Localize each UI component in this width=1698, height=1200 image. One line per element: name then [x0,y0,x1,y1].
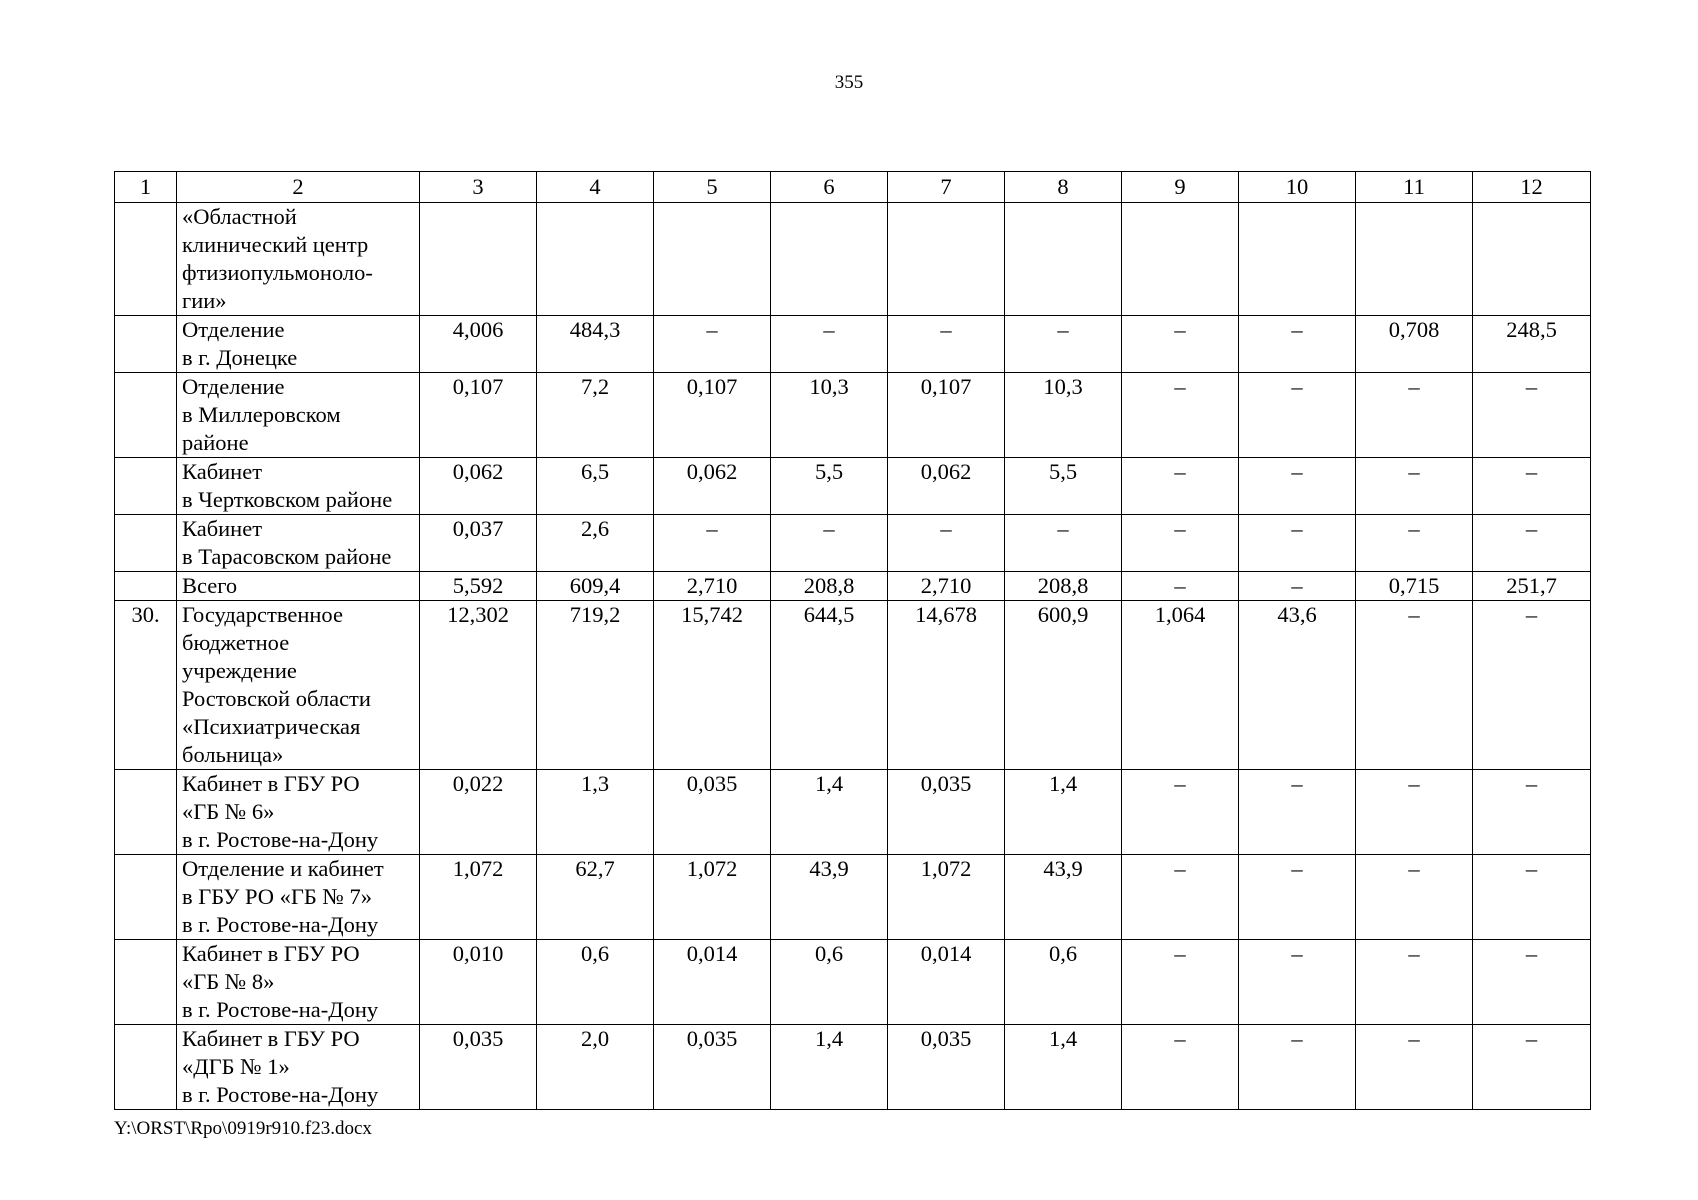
value-cell: 1,072 [654,855,771,940]
table-header [115,172,1591,203]
value-cell: 484,3 [537,316,654,373]
value-cell: 0,107 [888,373,1005,458]
value-cell [1239,203,1356,316]
value-cell: – [771,515,888,572]
column-header: 1 [115,172,177,203]
value-cell: 2,710 [888,572,1005,601]
value-cell: 0,107 [654,373,771,458]
value-cell [1473,203,1591,316]
row-index-cell [115,770,177,855]
value-cell: – [1356,770,1473,855]
value-cell: 43,9 [1005,855,1122,940]
table-row [115,855,1591,940]
value-cell: – [771,316,888,373]
row-index-cell [115,316,177,373]
value-cell: 43,6 [1239,601,1356,770]
value-cell: 0,035 [888,1025,1005,1110]
value-cell: 1,072 [888,855,1005,940]
table-row [115,203,1591,316]
value-cell: 0,6 [537,940,654,1025]
row-name-cell: Отделение в г. Донецке [177,316,420,373]
value-cell: 2,710 [654,572,771,601]
row-name-cell: Отделение и кабинет в ГБУ РО «ГБ № 7» в г. Ростове-на-Дону [177,855,420,940]
value-cell: 10,3 [1005,373,1122,458]
value-cell [888,203,1005,316]
value-cell: – [1122,572,1239,601]
column-header: 12 [1473,172,1591,203]
column-header: 4 [537,172,654,203]
value-cell: – [1122,770,1239,855]
table-row [115,373,1591,458]
value-cell: – [1005,316,1122,373]
value-cell: 0,107 [420,373,537,458]
table-row [115,770,1591,855]
footer-file-path: Y:\ORST\Rpo\0919r910.f23.docx [114,1118,372,1139]
value-cell: 4,006 [420,316,537,373]
value-cell: 0,010 [420,940,537,1025]
column-number-row [115,172,1591,203]
value-cell: 6,5 [537,458,654,515]
row-index-cell: 30. [115,601,177,770]
value-cell: 1,064 [1122,601,1239,770]
value-cell: – [1356,515,1473,572]
value-cell: 0,062 [420,458,537,515]
row-index-cell [115,515,177,572]
value-cell: – [1356,1025,1473,1110]
value-cell: 208,8 [771,572,888,601]
value-cell: 0,035 [420,1025,537,1110]
value-cell [654,203,771,316]
value-cell: 1,4 [1005,770,1122,855]
table-row [115,458,1591,515]
page-number: 355 [834,72,864,93]
value-cell [537,203,654,316]
table-row [115,1025,1591,1110]
value-cell: – [1473,458,1591,515]
table-row [115,601,1591,770]
value-cell: – [1356,940,1473,1025]
value-cell: 0,037 [420,515,537,572]
value-cell: 2,0 [537,1025,654,1110]
row-name-cell: Кабинет в ГБУ РО «ГБ № 8» в г. Ростове-на-Дону [177,940,420,1025]
value-cell: – [654,316,771,373]
value-cell: – [1122,1025,1239,1110]
value-cell: 14,678 [888,601,1005,770]
value-cell: – [1122,855,1239,940]
row-name-cell: Кабинет в Чертковском районе [177,458,420,515]
row-name-cell: Всего [177,572,420,601]
value-cell: – [1122,316,1239,373]
row-index-cell [115,458,177,515]
table-row [115,515,1591,572]
table-row [115,940,1591,1025]
value-cell: – [654,515,771,572]
value-cell: 609,4 [537,572,654,601]
value-cell [420,203,537,316]
value-cell: – [1239,1025,1356,1110]
value-cell: – [1239,373,1356,458]
row-index-cell [115,203,177,316]
column-header: 10 [1239,172,1356,203]
value-cell: 43,9 [771,855,888,940]
value-cell: – [1005,515,1122,572]
value-cell: 12,302 [420,601,537,770]
column-header: 6 [771,172,888,203]
table-row [115,316,1591,373]
value-cell: 719,2 [537,601,654,770]
value-cell: 0,062 [888,458,1005,515]
value-cell: 251,7 [1473,572,1591,601]
column-header: 3 [420,172,537,203]
value-cell: – [1356,458,1473,515]
value-cell: – [1239,770,1356,855]
value-cell: 1,072 [420,855,537,940]
value-cell: – [1356,601,1473,770]
value-cell: – [888,316,1005,373]
value-cell: 7,2 [537,373,654,458]
column-header: 7 [888,172,1005,203]
value-cell: – [1239,515,1356,572]
value-cell: 62,7 [537,855,654,940]
value-cell: 0,708 [1356,316,1473,373]
data-table [114,171,1591,1110]
value-cell: 1,4 [1005,1025,1122,1110]
value-cell: – [1239,572,1356,601]
value-cell: – [1239,316,1356,373]
value-cell: – [1122,940,1239,1025]
value-cell: 1,4 [771,1025,888,1110]
value-cell: – [1122,515,1239,572]
value-cell: – [1356,855,1473,940]
value-cell: – [1239,855,1356,940]
value-cell: 1,4 [771,770,888,855]
row-name-cell: Государственное бюджетное учреждение Ростовской области «Психиатрическая больница» [177,601,420,770]
value-cell: 0,062 [654,458,771,515]
value-cell: – [1122,458,1239,515]
value-cell: 0,035 [654,1025,771,1110]
value-cell: – [1356,373,1473,458]
value-cell: 208,8 [1005,572,1122,601]
value-cell: 5,5 [1005,458,1122,515]
column-header: 2 [177,172,420,203]
value-cell: – [1473,601,1591,770]
row-index-cell [115,373,177,458]
value-cell [1122,203,1239,316]
row-name-cell: Кабинет в Тарасовском районе [177,515,420,572]
value-cell: – [1473,515,1591,572]
value-cell: 0,6 [771,940,888,1025]
value-cell: – [1473,770,1591,855]
value-cell: 0,715 [1356,572,1473,601]
row-name-cell: Отделение в Миллеровском районе [177,373,420,458]
value-cell: 0,035 [654,770,771,855]
value-cell [1356,203,1473,316]
value-cell: 0,022 [420,770,537,855]
row-name-cell: Кабинет в ГБУ РО «ДГБ № 1» в г. Ростове-на-Дону [177,1025,420,1110]
value-cell: – [1473,1025,1591,1110]
value-cell: 10,3 [771,373,888,458]
column-header: 9 [1122,172,1239,203]
value-cell: – [888,515,1005,572]
value-cell: – [1239,458,1356,515]
value-cell [771,203,888,316]
value-cell: 0,035 [888,770,1005,855]
column-header: 11 [1356,172,1473,203]
value-cell: 600,9 [1005,601,1122,770]
value-cell: 0,014 [888,940,1005,1025]
row-index-cell [115,940,177,1025]
value-cell: 2,6 [537,515,654,572]
row-name-cell: Кабинет в ГБУ РО «ГБ № 6» в г. Ростове-на-Дону [177,770,420,855]
row-index-cell [115,572,177,601]
value-cell: 0,6 [1005,940,1122,1025]
row-name-cell: «Областной клинический центр фтизиопульмоноло- гии» [177,203,420,316]
value-cell: – [1473,373,1591,458]
row-index-cell [115,855,177,940]
value-cell: – [1239,940,1356,1025]
value-cell: – [1473,940,1591,1025]
value-cell: 248,5 [1473,316,1591,373]
value-cell: 0,014 [654,940,771,1025]
value-cell [1005,203,1122,316]
column-header: 8 [1005,172,1122,203]
value-cell: 644,5 [771,601,888,770]
row-index-cell [115,1025,177,1110]
value-cell: – [1122,373,1239,458]
value-cell: – [1473,855,1591,940]
table-row [115,572,1591,601]
value-cell: 5,592 [420,572,537,601]
value-cell: 1,3 [537,770,654,855]
value-cell: 5,5 [771,458,888,515]
table-body [115,203,1591,1110]
column-header: 5 [654,172,771,203]
value-cell: 15,742 [654,601,771,770]
